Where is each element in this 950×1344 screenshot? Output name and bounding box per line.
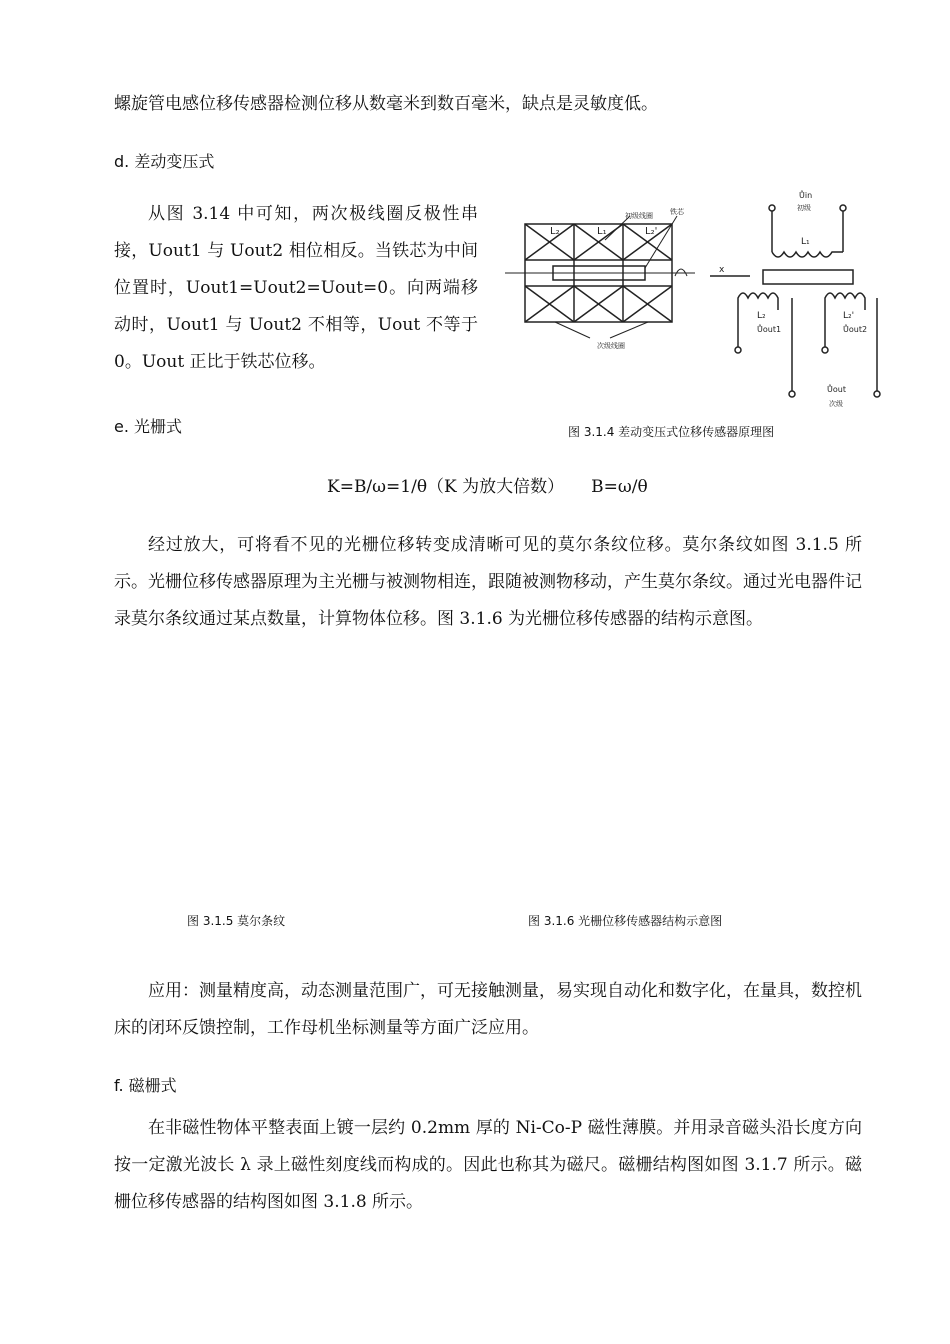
label-secondary-coil: 次级线圈 — [597, 342, 625, 350]
figure-3-1-4-caption: 图 3.1.4 差动变压式位移传感器原理图 — [568, 425, 775, 439]
label-l2-left: L₂ — [550, 226, 560, 237]
label-primary-coil: 初级线圈 — [625, 212, 653, 220]
formula: K=B/ω=1/θ（K 为放大倍数） B=ω/θ — [327, 477, 648, 497]
label-x: x — [719, 265, 725, 275]
intro-text: 螺旋管电感位移传感器检测位移从数毫米到数百毫米，缺点是灵敏度低。 — [114, 94, 658, 114]
label-l1-circuit: L₁ — [801, 237, 810, 247]
figure-3-1-5-caption: 图 3.1.5 莫尔条纹 — [187, 914, 286, 928]
label-uout1: Ůout1 — [757, 325, 782, 334]
label-secondary: 次级 — [829, 400, 843, 408]
label-l2p-sec: L₂' — [843, 311, 855, 321]
section-d-paragraph: 从图 3.14 中可知，两次极线圈反极性串接，Uout1 与 Uout2 相位相反。当铁芯为中间位置时，Uout1=Uout2=Uout=0。向两端移动时，Uout1 与 Uout2 不相等，Uout 不等于 0。Uout 正比于铁芯位移。 — [114, 204, 478, 372]
section-f-heading: f. 磁栅式 — [114, 1076, 177, 1095]
differential-transformer-diagram — [505, 180, 890, 415]
label-uout2: Ůout2 — [843, 325, 868, 334]
label-l2-sec: L₂ — [757, 311, 766, 321]
section-e-heading: e. 光栅式 — [114, 417, 183, 436]
label-u-in: Ůin — [799, 191, 813, 200]
label-l2-right: L₂' — [645, 226, 658, 237]
application-paragraph: 应用：测量精度高，动态测量范围广，可无接触测量，易实现自动化和数字化，在量具，数控机床的闭环反馈控制，工作母机坐标测量等方面广泛应用。 — [114, 981, 862, 1038]
label-l1: L₁ — [597, 226, 607, 237]
label-primary: 初级 — [797, 204, 811, 212]
section-d-heading: d. 差动变压式 — [114, 152, 215, 171]
section-f-paragraph: 在非磁性物体平整表面上镀一层约 0.2mm 厚的 Ni-Co-P 磁性薄膜。并用录音磁头沿长度方向按一定激光波长 λ 录上磁性刻度线而构成的。因此也称其为磁尺。磁栅结构图如图 3.1.7 所示。磁栅位移传感器的结构图如图 3.1.8 所示。 — [114, 1118, 862, 1212]
label-uout: Ůout — [827, 385, 846, 394]
label-core: 铁芯 — [670, 208, 684, 216]
section-e-paragraph: 经过放大，可将看不见的光栅位移转变成清晰可见的莫尔条纹位移。莫尔条纹如图 3.1.5 所示。光栅位移传感器原理为主光栅与被测物相连，跟随被测物移动，产生莫尔条纹。通过光电器件记录莫尔条纹通过某点数量，计算物体位移。图 3.1.6 为光栅位移传感器的结构示意图。 — [114, 535, 862, 629]
figure-3-1-6-caption: 图 3.1.6 光栅位移传感器结构示意图 — [528, 914, 723, 928]
